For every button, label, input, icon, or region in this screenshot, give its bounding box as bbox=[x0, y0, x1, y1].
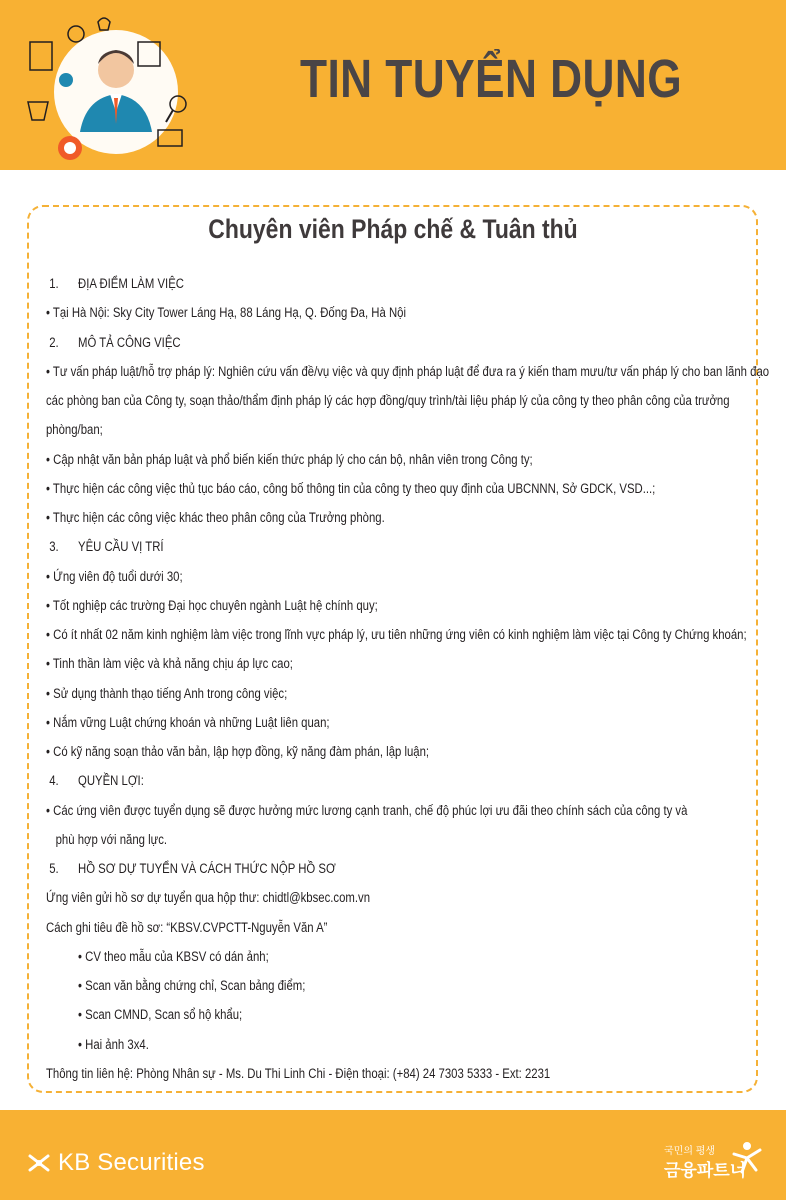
content-text: • Hai ảnh 3x4. bbox=[78, 1036, 149, 1053]
content-text: Ứng viên gửi hồ sơ dự tuyển qua hộp thư: chidtl@kbsec.com.vn bbox=[46, 890, 371, 907]
content-text: • Sử dụng thành thạo tiếng Anh trong công việc; bbox=[46, 685, 288, 702]
content-line bbox=[46, 855, 766, 884]
tagline-small: 국민의 평생 bbox=[664, 1146, 716, 1157]
content-text: • Scan văn bằng chứng chỉ, Scan bảng điểm; bbox=[78, 978, 306, 994]
content-line bbox=[46, 504, 766, 533]
section-heading: YÊU CẦU VỊ TRÍ bbox=[78, 539, 164, 556]
content-line bbox=[46, 797, 766, 826]
content-text: • Ứng viên độ tuổi dưới 30; bbox=[46, 568, 183, 585]
section-heading: MÔ TẢ CÔNG VIỆC bbox=[78, 334, 181, 351]
content-text: • Nắm vững Luật chứng khoán và những Luật liên quan; bbox=[46, 714, 330, 731]
content-text: • CV theo mẫu của KBSV có dán ảnh; bbox=[78, 948, 269, 965]
content-line bbox=[46, 826, 766, 855]
content-line bbox=[46, 680, 766, 709]
content-text: • Thực hiện các công việc khác theo phân công của Trưởng phòng. bbox=[46, 510, 385, 526]
brand-name: KB Securities bbox=[58, 1149, 205, 1176]
content-line bbox=[46, 1001, 766, 1030]
content-text: • Cập nhật văn bản pháp luật và phổ biến kiến thức pháp lý cho cán bộ, nhân viên trong Công ty; bbox=[46, 451, 533, 468]
section-number: 5. bbox=[49, 861, 59, 877]
job-content bbox=[46, 270, 770, 1089]
content-text: Thông tin liên hệ: Phòng Nhân sự - Ms. Du Thi Linh Chi - Điện thoại: (+84) 24 7303 5333 - Ext: 2231 bbox=[46, 1065, 551, 1082]
content-line bbox=[46, 592, 766, 621]
content-text: • Scan CMND, Scan sổ hộ khẩu; bbox=[78, 1007, 243, 1024]
content-text: • Các ứng viên được tuyển dụng sẽ được hưởng mức lương cạnh tranh, chế độ phúc lợi ưu đãi theo chính sách của công ty và bbox=[46, 802, 688, 819]
content-line bbox=[46, 1060, 766, 1089]
content-text: • Có kỹ năng soạn thảo văn bản, lập hợp đồng, kỹ năng đàm phán, lập luận; bbox=[46, 744, 430, 760]
content-line bbox=[46, 1031, 766, 1060]
content-text: các phòng ban của Công ty, soạn thảo/thẩm định pháp lý các hợp đồng/quy trình/tài liệu pháp lý của công ty theo phân công của trưởng bbox=[46, 393, 730, 409]
content-line bbox=[46, 943, 766, 972]
section-number: 3. bbox=[49, 539, 59, 556]
content-line bbox=[46, 533, 766, 562]
content-line bbox=[46, 387, 766, 416]
section-number: 4. bbox=[49, 773, 59, 790]
content-line bbox=[46, 972, 766, 1001]
kb-partner-logo bbox=[664, 1140, 764, 1185]
content-line bbox=[46, 329, 766, 358]
content-text: • Thực hiện các công việc thủ tục báo cáo, công bố thông tin của công ty theo quy định của UBCNNN, Sở GDCK, VSD...; bbox=[46, 480, 656, 497]
content-line bbox=[46, 738, 766, 767]
content-line bbox=[46, 563, 766, 592]
content-text: phù hợp với năng lực. bbox=[55, 831, 168, 848]
content-line bbox=[46, 270, 766, 299]
page-title: TIN TUYỂN DỤNG bbox=[300, 49, 683, 109]
section-heading: ĐỊA ĐIỂM LÀM VIỆC bbox=[78, 276, 184, 292]
kb-securities-logo bbox=[26, 1148, 205, 1178]
content-line bbox=[46, 709, 766, 738]
content-text: Cách ghi tiêu đề hồ sơ: “KBSV.CVPCTT-Nguyễn Văn A” bbox=[46, 919, 328, 936]
partner-star-icon bbox=[730, 1140, 764, 1176]
section-heading: QUYỀN LỢI: bbox=[78, 773, 144, 790]
section-heading: HỒ SƠ DỰ TUYỂN VÀ CÁCH THỨC NỘP HỒ SƠ bbox=[78, 861, 336, 877]
content-line bbox=[46, 358, 770, 387]
content-line bbox=[46, 621, 766, 650]
tagline-big: 금융파트너 bbox=[664, 1161, 747, 1180]
content-text: • Tốt nghiệp các trường Đại học chuyên ngành Luật hệ chính quy; bbox=[46, 597, 378, 614]
content-line bbox=[46, 914, 766, 943]
content-line bbox=[46, 767, 766, 796]
job-title: Chuyên viên Pháp chế & Tuân thủ bbox=[208, 214, 578, 244]
content-text: • Có ít nhất 02 năm kinh nghiệm làm việc trong lĩnh vực pháp lý, ưu tiên những ứng viên có kinh nghiệm làm việc tại Công ty Chứng khoán; bbox=[46, 627, 747, 643]
section-number: 2. bbox=[49, 334, 59, 351]
content-line bbox=[46, 475, 766, 504]
content-line bbox=[46, 650, 766, 679]
content-line bbox=[46, 299, 766, 328]
content-line bbox=[46, 884, 766, 913]
content-line bbox=[46, 446, 766, 475]
businessman-illustration-icon bbox=[18, 12, 208, 162]
kb-star-icon bbox=[26, 1152, 52, 1174]
section-number: 1. bbox=[49, 276, 59, 292]
content-text: • Tinh thần làm việc và khả năng chịu áp lực cao; bbox=[46, 656, 293, 673]
content-text: • Tại Hà Nội: Sky City Tower Láng Hạ, 88 Láng Hạ, Q. Đống Đa, Hà Nội bbox=[46, 305, 406, 322]
content-line bbox=[46, 416, 766, 445]
content-text: phòng/ban; bbox=[46, 422, 103, 439]
content-text: • Tư vấn pháp luật/hỗ trợ pháp lý: Nghiên cứu vấn đề/vụ việc và quy định pháp luật để đưa ra ý kiến tham mưu/tư vấn pháp lý cho ban lãnh đạo bbox=[46, 363, 770, 380]
